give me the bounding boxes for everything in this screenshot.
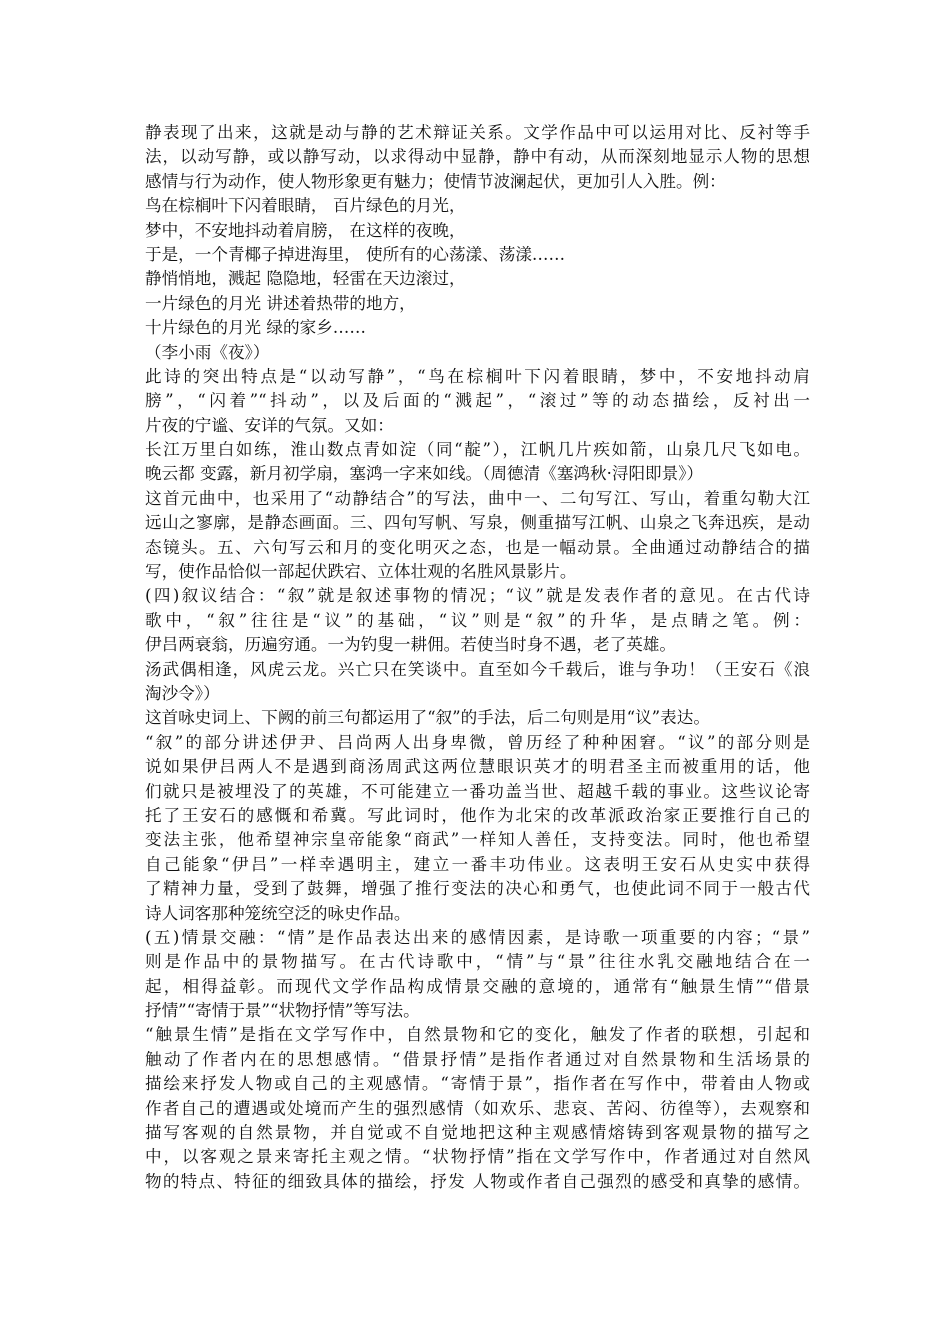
text-line: 汤武偶相逢，风虎云龙。兴亡只在笑谈中。直至如今千载后，谁与争功！（王安石《浪 [145,659,810,679]
text-line: 感情与行为动作，使人物形象更有魅力；使情节波澜起伏，更加引人入胜。例： [145,171,726,191]
text-line: (五)情景交融：“情”是作品表达出来的感情因素，是诗歌一项重要的内容；“景” [145,927,810,947]
text-line: 作者自己的遭遇或处境而产生的强烈感情（如欢乐、悲哀、苦闷、彷徨等），去观察和 [145,1098,810,1118]
text-line: 态镜头。五、六句写云和月的变化明灭之态，也是一幅动景。全曲通过动静结合的描 [145,537,810,557]
text-line: 抒情”“寄情于景”“状物抒情”等写法。 [145,1001,420,1021]
text-line: 片夜的宁谧、安详的气氛。又如： [145,415,394,435]
text-line: 物的特点、特征的细致具体的描绘，抒发 人物或作者自己强烈的感受和真挚的感情。 [145,1171,810,1191]
text-line: 说如果伊吕两人不是遇到商汤周武这两位慧眼识英才的明君圣主而被重用的话，他 [145,757,810,777]
text-line: 晚云都 变露，新月初学扇，塞鸿一字来如线。（周德清《塞鸿秋·浔阳即景》） [145,464,704,484]
text-line: 梦中，不安地抖动着肩膀， 在这样的夜晚， [145,220,466,240]
text-line: (四)叙议结合：“叙”就是叙述事物的情况；“议”就是发表作者的意见。在古代诗 [145,586,810,606]
text-line: 十片绿色的月光 绿的家乡…… [145,318,366,338]
text-line: 托了王安石的感慨和希冀。写此词时，他作为北宋的改革派政治家正要推行自己的 [145,805,810,825]
text-line: 则是作品中的景物描写。在古代诗歌中，“情”与“景”往往水乳交融地结合在一 [145,952,810,972]
text-line: 静表现了出来，这就是动与静的艺术辩证关系。文学作品中可以运用对比、反衬等手 [145,123,810,142]
text-line: 触动了作者内在的思想感情。“借景抒情”是指作者通过对自然景物和生活场景的 [145,1049,810,1069]
document-page [145,121,810,1194]
text-line: 一片绿色的月光 讲述着热带的地方， [145,293,416,313]
text-line: 膀”，“闪着”“抖动”，以及后面的“溅起”，“滚过”等的动态描绘，反衬出一 [145,391,810,411]
text-line: “触景生情”是指在文学写作中，自然景物和它的变化，触发了作者的联想，引起和 [145,1025,810,1045]
text-line: 写，使作品恰似一部起伏跌宕、立体壮观的名胜风景影片。 [145,562,577,582]
text-line: 自己能象“伊吕”一样幸遇明主，建立一番丰功伟业。这表明王安石从史实中获得 [145,854,810,874]
text-line: 法，以动写静，或以静写动，以求得动中显静，静中有动，从而深刻地显示人物的思想 [145,147,810,167]
text-line: 长江万里白如练，淮山数点青如淀（同“靛”），江帆几片疾如箭，山泉几尺飞如电。 [145,440,810,460]
text-line: 描写客观的自然景物，并自觉或不自觉地把这种主观感情熔铸到客观景物的描写之 [145,1123,810,1143]
text-line: 这首元曲中，也采用了“动静结合”的写法，曲中一、二句写江、写山，着重勾勒大江 [145,488,810,508]
text-line: 歌中，“叙”往往是“议”的基础，“议”则是“叙”的升华，是点睛之笔。例： [145,610,810,630]
text-line: “叙”的部分讲述伊尹、吕尚两人出身卑微，曾历经了种种困窘。“议”的部分则是 [145,732,810,752]
text-line: 伊吕两衰翁，历遍穷通。一为钓叟一耕佣。若使当时身不遇，老了英雄。 [145,635,676,655]
text-line: 静悄悄地，溅起 隐隐地，轻雷在天边滚过， [145,269,466,289]
text-line: 远山之寥廓，是静态画面。三、四句写帆、写泉，侧重描写江帆、山泉之飞奔迅疾，是动 [145,513,810,533]
text-line: 此诗的突出特点是“以动写静”，“鸟在棕榈叶下闪着眼睛，梦中，不安地抖动肩 [145,366,810,386]
text-line: 起，相得益彰。而现代文学作品构成情景交融的意境的，通常有“触景生情”“借景 [145,976,810,996]
text-line: 于是，一个青椰子掉进海里， 使所有的心荡漾、荡漾…… [145,244,566,264]
text-line: 变法主张，他希望神宗皇帝能象“商武”一样知人善任，支持变法。同时，他也希望 [145,830,810,850]
text-line: 们就只是被埋没了的英雄，不可能建立一番功盖当世、超越千载的事业。这些议论寄 [145,781,810,801]
text-line: 中，以客观之景来寄托主观之情。“状物抒情”指在文学写作中，作者通过对自然风 [145,1147,810,1167]
text-line: 描绘来抒发人物或自己的主观感情。“寄情于景”，指作者在写作中，带着由人物或 [145,1074,810,1094]
text-line: 诗人词客那种笼统空泛的咏史作品。 [145,903,411,923]
text-line: 这首咏史词上、下阙的前三句都运用了“叙”的手法，后二句则是用“议”表达。 [145,708,710,728]
text-line: 淘沙令》） [145,683,220,703]
text-line: （李小雨《夜》） [145,342,270,362]
text-line: 鸟在棕榈叶下闪着眼睛， 百片绿色的月光， [145,196,466,216]
text-line: 了精神力量，受到了鼓舞，增强了推行变法的决心和勇气，也使此词不同于一般古代 [145,879,810,899]
